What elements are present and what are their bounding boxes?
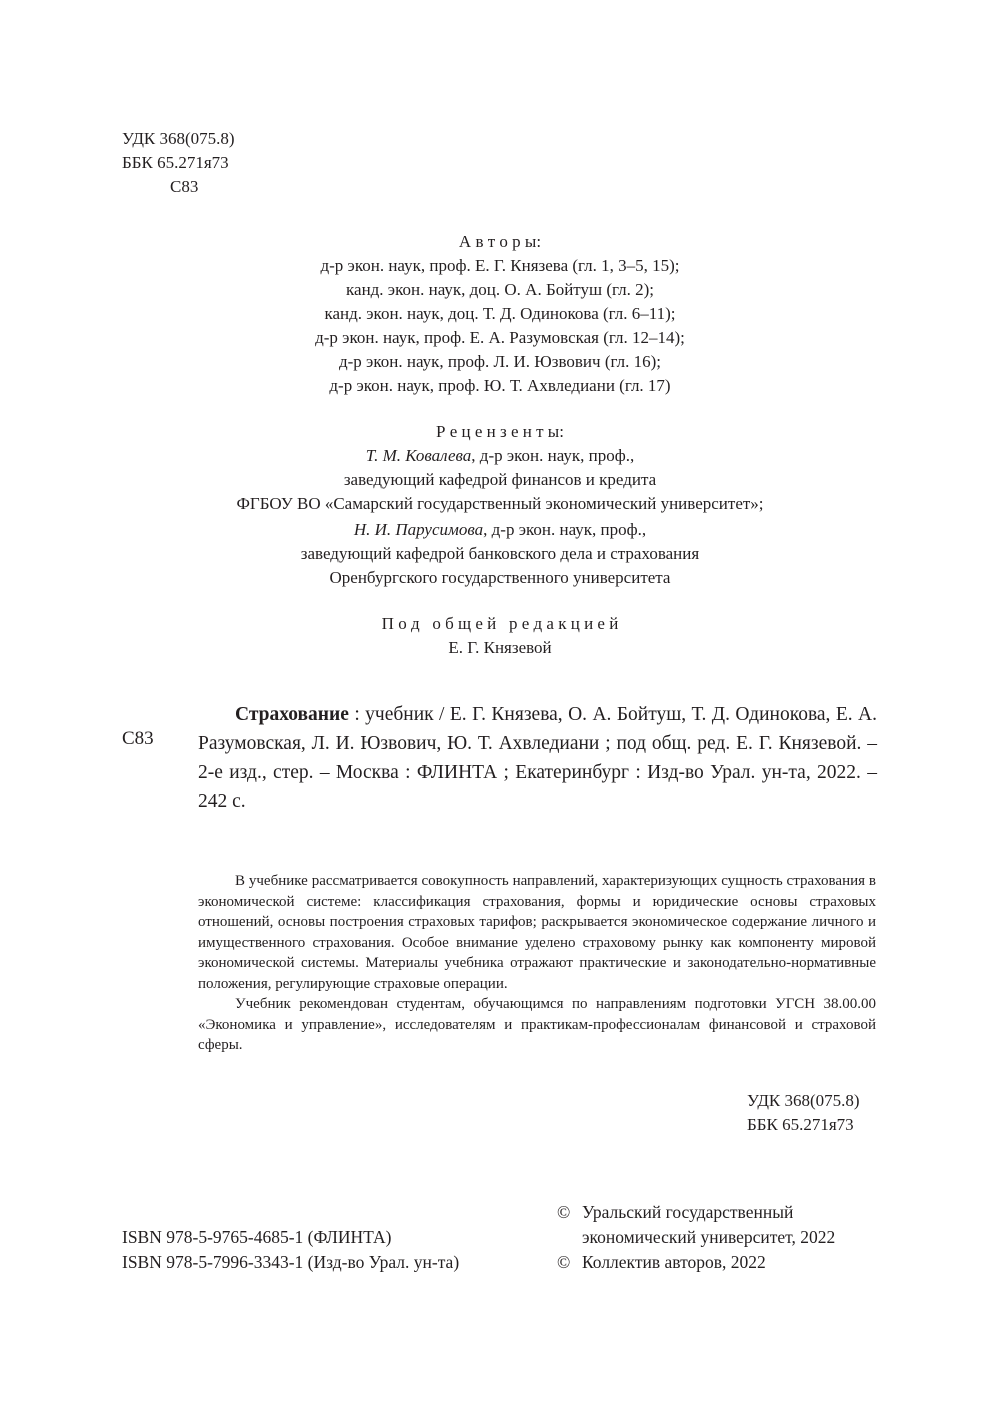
author-mark: С83 — [170, 177, 199, 196]
authors-block — [120, 230, 880, 398]
authors-heading: А в т о р ы: — [458, 232, 542, 251]
reviewer-1-name: Т. М. Ковалева — [365, 446, 472, 465]
isbn-block — [122, 1225, 459, 1275]
copyright-holder-2: Коллектив авторов, 2022 — [582, 1252, 766, 1272]
book-title: Страхование — [235, 704, 349, 725]
copyright-block — [557, 1200, 835, 1275]
reviewer-1-line — [120, 444, 880, 468]
bibliography-code: С83 — [122, 728, 154, 749]
udk-code: УДК 368(075.8) — [747, 1091, 860, 1110]
author-line: д-р экон. наук, проф. Ю. Т. Ахвледиани (гл. 17) — [329, 376, 671, 395]
copyright-icon: © — [557, 1252, 571, 1272]
udk-footer-block — [747, 1089, 860, 1137]
reviewer-1-title: , д-р экон. наук, проф., — [471, 446, 635, 465]
udk-header-block — [122, 127, 235, 199]
bibliographic-description — [198, 700, 877, 816]
abstract-paragraph: В учебнике рассматривается совокупность направлений, характеризующих сущность страхования в экономической системе: классификация страхования, формы и юридические основы страховых отношений, основы построения страховых тарифов; раскрывается экономическое содержание личного и имущественного страхования. Особое внимание уделено страховому рынку как компоненту мировой экономической системы. Материалы учебника отражают практические и законодательно-нормативные положения, регулирующие страховые операции. — [198, 873, 876, 992]
author-line: канд. экон. наук, доц. Т. Д. Одинокова (гл. 6–11); — [324, 304, 676, 323]
author-line: д-р экон. наук, проф. Л. И. Юзвович (гл. 16); — [339, 352, 661, 371]
reviewer-1-organization: ФГБОУ ВО «Самарский государственный экономический университет»; — [236, 494, 764, 513]
bibliographic-details: : учебник / Е. Г. Князева, О. А. Бойтуш, Т. Д. Одинокова, Е. А. Разумовская, Л. И. Юзвович, Ю. Т. Ахвледиани ; под общ. ред. Е. Г. Князевой. – 2-е изд., стер. – Москва : ФЛИНТА ; Екатеринбург : Изд-во Урал. ун-та, 2022. – 242 с. — [198, 704, 877, 812]
author-line: д-р экон. наук, проф. Е. А. Разумовская (гл. 12–14); — [315, 328, 685, 347]
reviewer-2-title: , д-р экон. наук, проф., — [483, 520, 647, 539]
reviewers-heading: Р е ц е н з е н т ы: — [436, 422, 564, 441]
reviewer-2-line — [120, 518, 880, 542]
reviewer-2-position: заведующий кафедрой банковского дела и страхования — [300, 544, 700, 563]
reviewers-block — [120, 420, 880, 590]
editors-block — [120, 612, 880, 660]
bbk-code: ББК 65.271я73 — [122, 153, 229, 172]
isbn-flinta: ISBN 978-5-9765-4685-1 (ФЛИНТА) — [122, 1227, 392, 1247]
copyright-line — [557, 1250, 835, 1275]
editor-name: Е. Г. Князевой — [448, 638, 552, 657]
reviewer-2-organization: Оренбургского государственного университета — [329, 568, 671, 587]
abstract-paragraph: Учебник рекомендован студентам, обучающимся по направлениям подготовки УГСН 38.00.00 «Экономика и управление», исследователям и практикам-профессионалам финансовой и страховой сферы. — [198, 996, 876, 1053]
copyright-holder-1: Уральский государственный — [582, 1202, 794, 1222]
author-line: канд. экон. наук, доц. О. А. Бойтуш (гл. 2); — [346, 280, 654, 299]
copyright-line — [557, 1200, 835, 1225]
udk-code: УДК 368(075.8) — [122, 129, 235, 148]
abstract-block — [198, 871, 876, 1056]
isbn-ural: ISBN 978-5-7996-3343-1 (Изд-во Урал. ун-та) — [122, 1252, 460, 1272]
editors-heading: П о д о б щ е й р е д а к ц и е й — [381, 614, 619, 633]
copyright-holder-1-cont: экономический университет, 2022 — [582, 1227, 836, 1247]
bbk-code: ББК 65.271я73 — [747, 1115, 854, 1134]
reviewer-1-position: заведующий кафедрой финансов и кредита — [343, 470, 657, 489]
copyright-icon: © — [557, 1202, 571, 1222]
reviewer-2-name: Н. И. Парусимова — [353, 520, 484, 539]
author-line: д-р экон. наук, проф. Е. Г. Князева (гл. 1, 3–5, 15); — [320, 256, 680, 275]
